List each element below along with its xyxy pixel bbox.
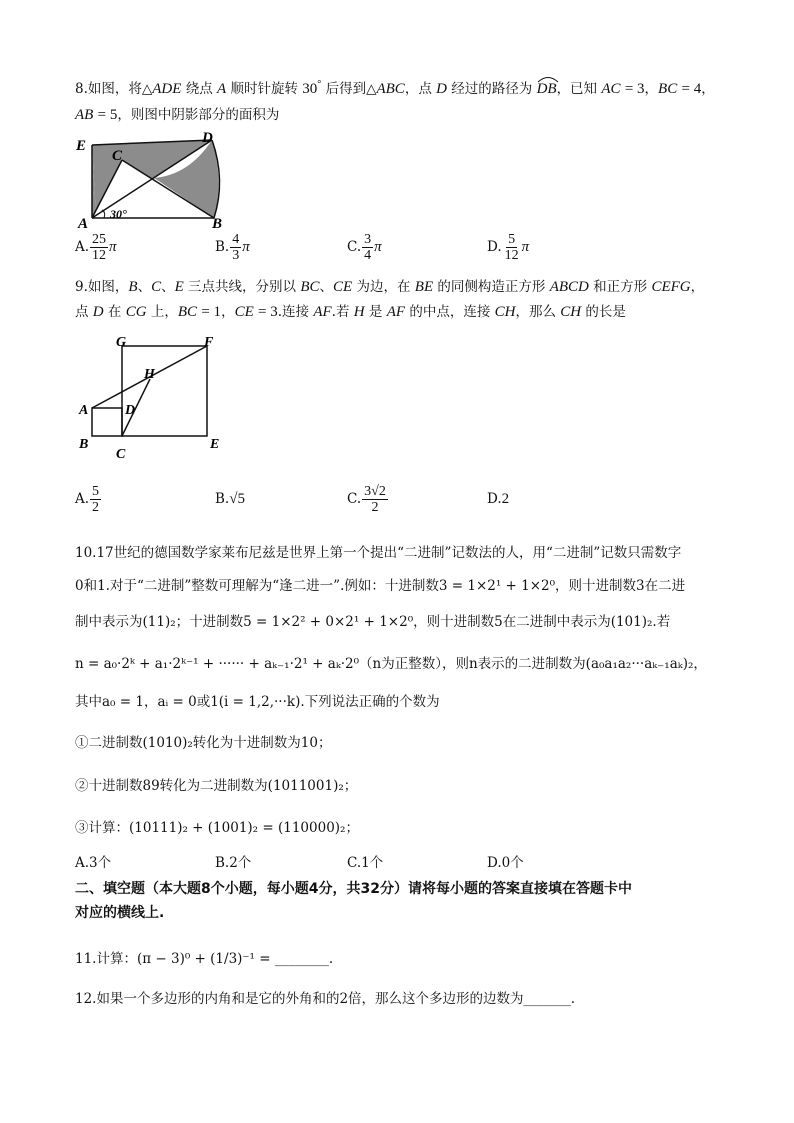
q9-line2: 点 D 在 CG 上，BC = 1，CE = 3.连接 AF.若 H 是 AF 的中点，连接 CH，那么 CH 的长是 — [75, 304, 626, 320]
q10-line4: n = a₀·2ᵏ + a₁·2ᵏ⁻¹ + ······ + aₖ₋₁·2¹ + aₖ·2⁰（n为正整数），则n表示的二进制数为(a₀a₁a₂···aₖ₋₁aₖ)₂， — [75, 656, 707, 672]
q9-option-d: D.2 — [487, 491, 510, 507]
q9-option-b: B.√5 — [215, 491, 245, 507]
q9-label-C: C — [116, 447, 126, 462]
q10-option-b: B.2个 — [215, 855, 252, 871]
q8-label-E: E — [76, 138, 87, 154]
q10-line2: 0和1.对于“二进制”整数可理解为“逢二进一”.例如：十进制数3 = 1×2¹ + 1×2⁰，则十进制数3在二进 — [75, 578, 686, 594]
q9-figure — [74, 334, 234, 464]
q10-option-d: D.0个 — [487, 855, 524, 871]
q10-line1: 10.17世纪的德国数学家莱布尼兹是世界上第一个提出“二进制”记数法的人，用“二进制”记数只需数字 — [75, 545, 682, 561]
q10-line5: 其中a₀ = 1，aᵢ = 0或1(i = 1,2,···k).下列说法正确的个数为 — [75, 694, 440, 710]
q9-label-B: B — [79, 437, 89, 452]
q8-label-angle: 30° — [110, 207, 127, 221]
q11-text: 11.计算：(π − 3)⁰ + (1/3)⁻¹ = ________. — [75, 951, 334, 967]
q8-line1: 8.如图，将△ADE 绕点 A 顺时针旋转 30° 后得到△ABC，点 D 经过的路径为 DB ，已知 AC = 3，BC = 4， — [75, 79, 715, 97]
q8-line2: AB = 5，则图中阴影部分的面积为 — [75, 107, 280, 123]
q9-label-F: F — [204, 335, 214, 350]
q9-option-c: C. $\frac{3√2}{2}$ — [347, 484, 386, 515]
section2-heading-line1: 二、填空题（本大题8个小题，每小题4分，共32分）请将每小题的答案直接填在答题卡中 — [75, 881, 632, 897]
q8-label-B: B — [212, 216, 223, 230]
q8-option-c: C. $\frac{3}{4}$ π — [347, 232, 382, 263]
q10-statement-3: ③计算：(10111)₂ + (1001)₂ = (110000)₂； — [75, 820, 359, 836]
q8-label-C: C — [112, 148, 123, 164]
q8-label-D: D — [202, 130, 213, 146]
q9-label-D: D — [125, 403, 136, 418]
q10-statement-2: ②十进制数89转化为二进制数为(1011001)₂； — [75, 778, 358, 794]
q9-line1: 9.如图，B、C、E 三点共线，分别以 BC、CE 为边，在 BE 的同侧构造正方形 ABCD 和正方形 CEFG， — [75, 279, 705, 295]
q9-label-G: G — [116, 335, 127, 350]
section2-heading-line2: 对应的横线上. — [75, 905, 165, 921]
q9-label-H: H — [144, 367, 155, 382]
q9-label-A: A — [79, 403, 89, 418]
q10-option-c: C.1个 — [347, 855, 384, 871]
q10-line3: 制中表示为(11)₂；十进制数5 = 1×2² + 0×2¹ + 1×2⁰，则十进制数5在二进制中表示为(101)₂.若 — [75, 614, 671, 630]
q10-statement-1: ①二进制数(1010)₂转化为十进制数为10； — [75, 735, 332, 751]
q8-label-A: A — [78, 216, 89, 230]
q8-option-b: B. $\frac{4}{3}$ π — [215, 232, 250, 263]
q10-option-a: A.3个 — [75, 855, 112, 871]
q8-figure — [74, 130, 234, 230]
q8-option-d: D. $\frac{5}{12}$ π — [487, 232, 530, 263]
q8-option-a: A. $\frac{25}{12}$ π — [75, 232, 117, 263]
q9-label-E: E — [210, 437, 220, 452]
q12-text: 12.如果一个多边形的内角和是它的外角和的2倍，那么这个多边形的边数为_______. — [75, 991, 576, 1007]
q9-option-a: A. $\frac{5}{2}$ — [75, 484, 100, 515]
